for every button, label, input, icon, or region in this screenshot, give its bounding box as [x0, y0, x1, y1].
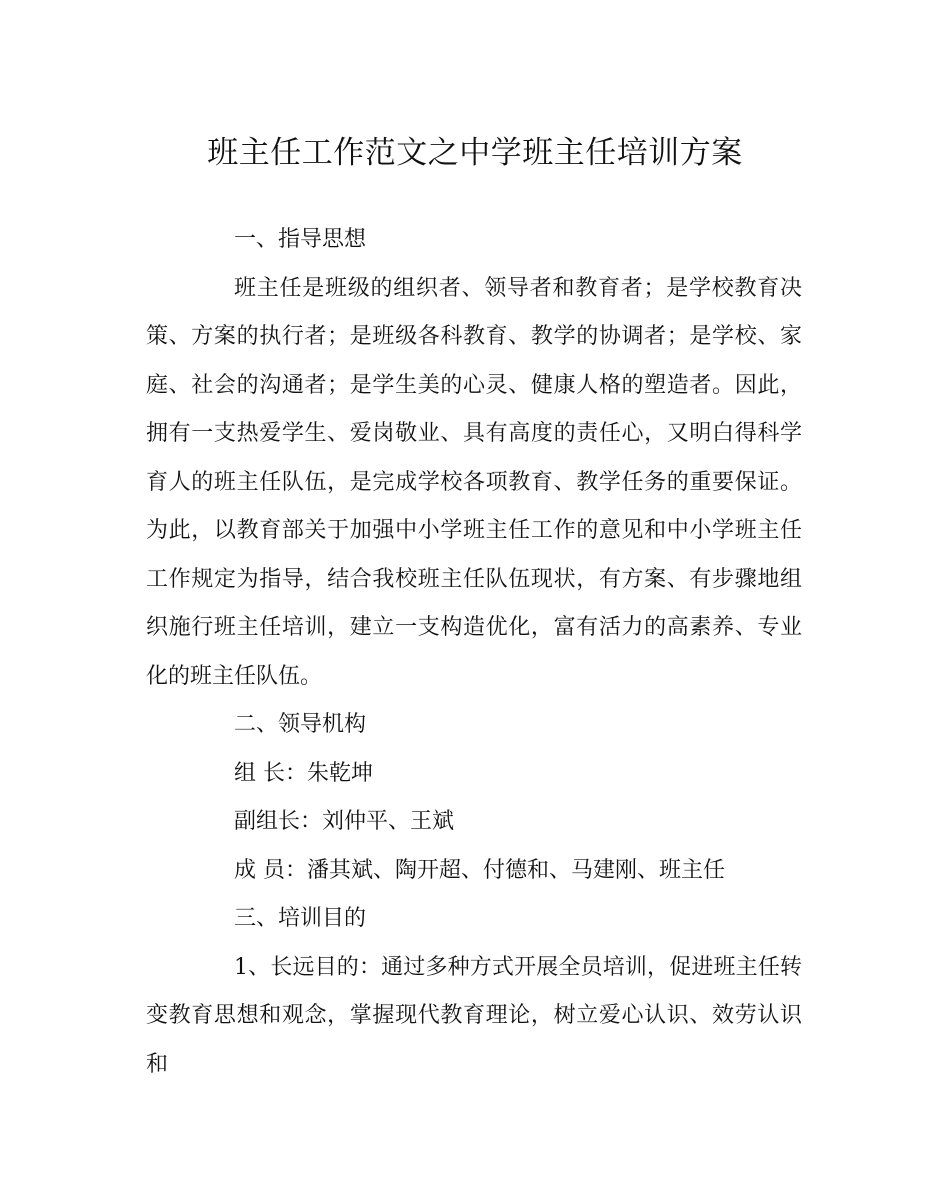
section-heading-guiding-thought: 一、指导思想	[234, 227, 367, 252]
members-label: 成 员：	[234, 857, 307, 883]
deputy-value: 刘仲平、王斌	[322, 809, 455, 834]
deputy-label: 副组长：	[234, 809, 323, 834]
section-heading-training-goals: 三、培训目的	[234, 906, 367, 931]
section-heading-leadership: 二、领导机构	[234, 712, 367, 737]
document-body	[146, 216, 802, 1089]
leader-label: 组 长：	[234, 760, 307, 786]
deputy-row	[146, 798, 802, 847]
members-value: 潘其斌、陶开超、付德和、马建刚、班主任	[307, 857, 726, 883]
document-title: 班主任工作范文之中学班主任培训方案	[207, 135, 743, 171]
paragraph-long-term-goal: 1、长远目的：通过多种方式开展全员培训，促进班主任转变教育思想和观念，掌握现代教育理论，树立爱心认识、效劳认识和	[146, 954, 802, 1077]
members-row	[146, 847, 802, 896]
leader-row	[146, 750, 802, 799]
paragraph-guiding-thought: 班主任是班级的组织者、领导者和教育者；是学校教育决策、方案的执行者；是班级各科教育、教学的协调者；是学校、家庭、社会的沟通者；是学生美的心灵、健康人格的塑造者。因此，拥有一支热爱学生、爱岗敬业、具有高度的责任心，又明白得科学育人的班主任队伍，是完成学校各项教育、教学任务的重要保证。为此，以教育部关于加强中小学班主任工作的意见和中小学班主任工作规定为指导，结合我校班主任队伍现状，有方案、有步骤地组织施行班主任培训，建立一支构造优化，富有活力的高素养、专业化的班主任队伍。	[146, 275, 802, 689]
leader-value: 朱乾坤	[307, 760, 374, 786]
